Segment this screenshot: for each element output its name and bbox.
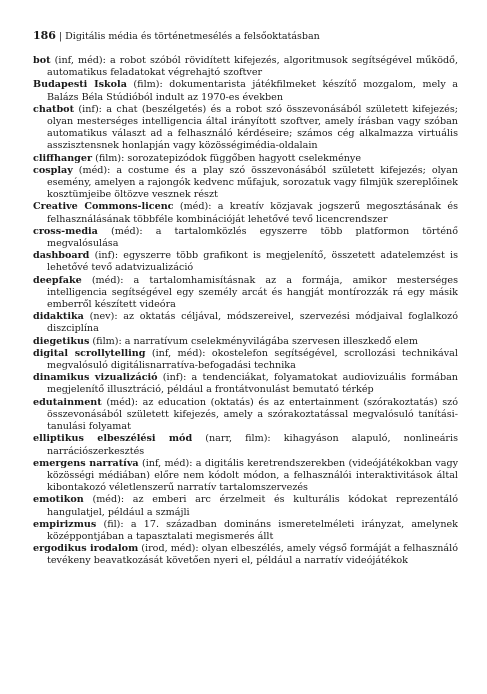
entry-term: diegetikus: [33, 335, 90, 347]
entry-definition: (inf, méd): a digitális keretrendszerekben (videójátékokban vagy közösségi médiában) előre nem kódolt módon, a felhasználói interaktivitások által kibontakozó véletlenszerű narratív tartalomszervezés: [47, 457, 459, 494]
glossary-entry: [33, 494, 458, 518]
glossary-entry: [33, 458, 458, 495]
entry-term: Budapesti Iskola: [33, 79, 127, 91]
glossary-entry: [33, 55, 458, 79]
entry-definition: (film): sorozatepizódok függőben hagyott cselekménye: [92, 152, 362, 164]
glossary-entry: [33, 226, 458, 250]
glossary-entry: [33, 336, 458, 348]
running-header: [33, 30, 453, 43]
entry-definition: (inf): a chat (beszélgetés) és a robot szó összevonásából született kifejezés; olyan mesterséges intelligencia által irányított szoftver, amely írásban vagy szóban automatikus választ ad a felhasználó kérdéseire; számos cég alkalmazza virtuális asszisztensnek honlapján vagy közösségimédia-oldalain: [47, 103, 458, 152]
glossary-entry: [33, 372, 458, 396]
entry-definition: (méd): a costume és a play szó összevonásából született kifejezés; olyan esemény, amelyen a rajongók kedvenc műfajuk, sorozatuk vagy filmjük szereplőinek kosztümjeibe öltözve vesznek részt: [47, 164, 458, 201]
glossary-entry: [33, 153, 458, 165]
entry-definition: (nev): az oktatás céljával, módszereivel, szervezési módjaival foglalkozó diszciplína: [47, 311, 458, 335]
entry-definition: (narr, film): kihagyáson alapuló, nonlineáris narrációszerkesztés: [47, 433, 458, 457]
entry-definition: (fil): a 17. században domináns ismeretelméleti irányzat, amelynek középpontjában a tapasztalati megismerés állt: [47, 518, 458, 542]
entry-term: dashboard: [33, 250, 90, 262]
entry-definition: (méd): az emberi arc érzelmeit és kulturális kódokat reprezentáló hangulatjel, például a szmájli: [47, 494, 458, 518]
entry-term: empirizmus: [33, 518, 97, 530]
entry-term: Creative Commons-licenc: [33, 201, 174, 213]
entry-term: cliffhanger: [33, 152, 93, 164]
glossary-entry: [33, 433, 458, 457]
entry-term: bot: [33, 55, 51, 66]
entry-definition: (inf): egyszerre több grafikont is megjelenítő, összetett adatelemzést is lehetővé tevő adatvizualizáció: [47, 250, 458, 274]
entry-term: chatbot: [33, 103, 75, 115]
glossary-entry: [33, 79, 458, 103]
entry-term: deepfake: [33, 274, 82, 286]
entry-term: cross-media: [33, 225, 98, 237]
entry-term: emotikon: [33, 494, 84, 506]
page-number: 186: [33, 29, 56, 42]
glossary-entry: [33, 165, 458, 202]
entry-term: didaktika: [33, 311, 84, 323]
entry-definition: (inf, méd): okostelefon segítségével, scrollozási technikával megvalósuló digitálisnarratíva-befogadási technika: [47, 347, 458, 372]
entry-definition: (méd): a kreatív közjavak jogszerű megosztásának és felhasználásának többféle kombinációját lehetővé tevő licencrendszer: [47, 201, 458, 225]
entry-definition: (irod, méd): olyan elbeszélés, amely végső formáját a felhasználó tevékeny beavatkozását követően nyeri el, például a narratív videójátékok: [47, 543, 458, 567]
entry-term: cosplay: [33, 164, 73, 176]
entry-definition: (film): a narratívum cselekményvilágába szervesen illeszkedő elem: [89, 335, 418, 347]
entry-definition: (méd): az education (oktatás) és az entertainment (szórakoztatás) szó összevonásából született kifejezés, amely a szórakoztatással megvalósuló tanítási-tanulási folyamat: [47, 396, 458, 433]
glossary-entry: [33, 397, 458, 434]
glossary-entry: [33, 348, 458, 372]
entry-definition: (méd): a tartalomközlés egyszerre több platformon történő megvalósulása: [47, 225, 458, 250]
header-separator: |: [58, 31, 63, 42]
glossary-entry: [33, 201, 458, 225]
entry-term: ergodikus irodalom: [33, 543, 139, 555]
glossary-entry: [33, 311, 458, 335]
glossary-entry: [33, 250, 458, 274]
glossary-entry: [33, 104, 458, 153]
glossary-entry: [33, 275, 458, 312]
entry-definition: (inf): a tendenciákat, folyamatokat audiovizuális formában megjelenítő illusztráció, például a frontátvonulást bemutató térkép: [47, 372, 458, 396]
entry-term: emergens narratíva: [33, 457, 139, 469]
glossary-entry: [33, 519, 458, 543]
entry-term: dinamikus vizualizáció: [33, 372, 158, 384]
entry-definition: (méd): a tartalomhamisításnak az a formája, amikor mesterséges intelligencia segítségével egy személy arcát és hangját montírozzák rá egy másik emberről készített videóra: [47, 274, 458, 311]
entry-term: elliptikus elbeszélési mód: [33, 433, 193, 445]
entry-term: digital scrollytelling: [33, 347, 146, 359]
running-title: Digitális média és történetmesélés a felsőoktatásban: [65, 31, 320, 42]
entry-definition: (inf, méd): a robot szóból rövidített kifejezés, algoritmusok segítségével működő, automatikus feladatokat végrehajtó szoftver: [47, 55, 458, 79]
entry-definition: (film): dokumentarista játékfilmeket készítő mozgalom, mely a Balázs Béla Stúdióból indult az 1970-es években: [47, 79, 458, 103]
entry-term: edutainment: [33, 396, 102, 408]
glossary-list: [33, 55, 458, 568]
glossary-entry: [33, 543, 458, 567]
